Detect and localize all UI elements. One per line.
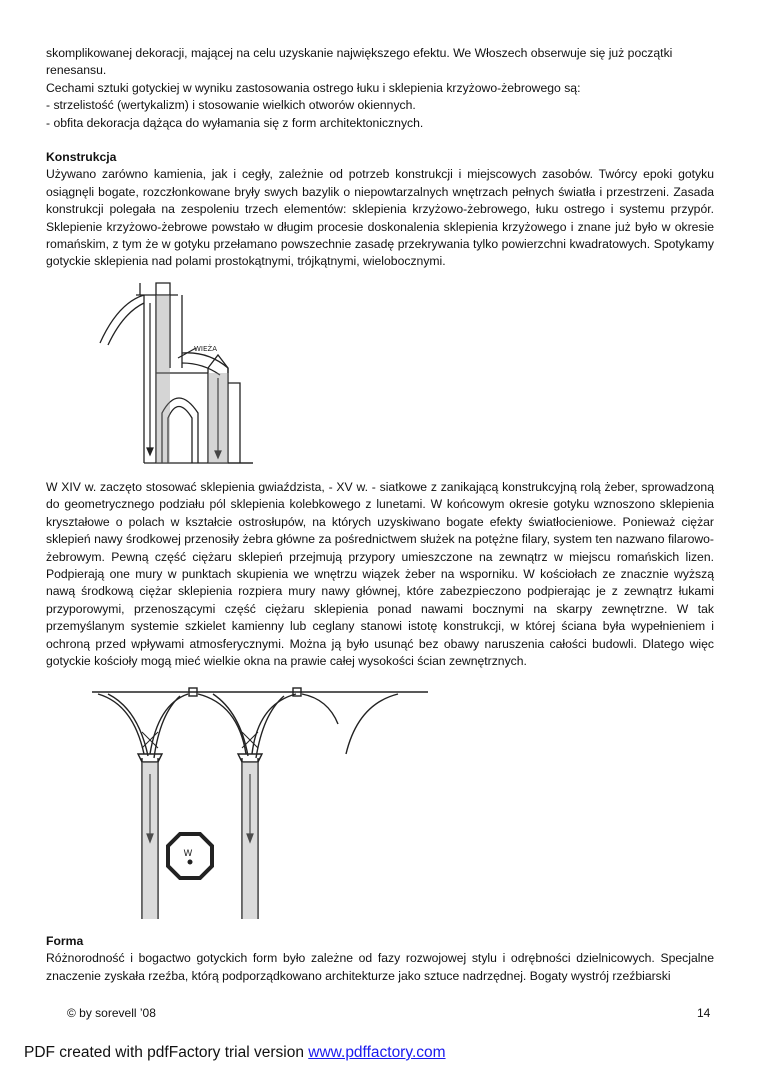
intro-line: - obfita dekoracja dążąca do wyłamania się z form architektonicznych. xyxy=(46,115,424,130)
footer-copyright: © by sorevell ’08 xyxy=(67,1006,156,1020)
pdffactory-link[interactable]: www.pdffactory.com xyxy=(308,1044,446,1061)
intro-line: - strzelistość (wertykalizm) i stosowanie wielkich otworów okiennych. xyxy=(46,98,416,113)
intro-line: Cechami sztuki gotyckiej w wyniku zastosowania ostrego łuku i sklepienia krzyżowo-żebrowego są: xyxy=(46,80,581,95)
intro-line: skomplikowanej dekoracji, mającej na celu uzyskanie największego efektu. We Włoszech obserwuje się już początki xyxy=(46,46,673,60)
figure2-label: W xyxy=(183,849,193,859)
pdf-banner-text: PDF created with pdfFactory trial version xyxy=(24,1044,309,1061)
pdf-banner xyxy=(24,1044,446,1062)
forma-paragraph: Różnorodność i bogactwo gotyckich form było zależne od fazy rozwojowej stylu i odrębności dzielnicowych. Specjalne znaczenie zyskała rzeźba, którą podporządkowano architekturze jako sztuce nadrzędnej. Bogaty wystrój rzeźbiarski xyxy=(46,951,714,983)
forma-section xyxy=(46,933,714,985)
flying-buttress-figure xyxy=(78,273,288,468)
konstrukcja-section xyxy=(46,149,714,271)
section-heading: Forma xyxy=(46,934,84,948)
intro-line: renesansu. xyxy=(46,63,107,78)
konstrukcja-paragraph: Używano zarówno kamienia, jak i cegły, zależnie od potrzeb konstrukcji i miejscowych zasobów. Twórcy epoki gotyku osiągnęli bogate, rozczłonkowane bryły swych bazylik o niepowtarzalnych wnętrzach pełnych światła i przestrzeni. Zasada konstrukcji polegała na zespoleniu trzech elementów: sklepienia krzyżowo-żebrowego, łuku ostrego i systemu przypór. Sklepienie krzyżowo-żebrowe powstało w długim procesie doskonalenia sklepienia krzyżowego i znane już było w okresie romańskim, z tym że w gotyku przełamano powszechnie zasadę przekrywania tylko powierzchni kwadratowych. Spotykamy gotyckie sklepienia nad polami prostokątnymi, trójkątnymi, wielobocznymi. xyxy=(46,167,714,269)
intro-block xyxy=(46,45,714,132)
figure1-label: WIEŻA xyxy=(194,345,217,353)
vault-paragraph: W XIV w. zaczęto stosować sklepienia gwiaździsta, - XV w. - siatkowe z zanikającą konstrukcyjną rolą żeber, sprowadzoną do geometrycznego podziału pól sklepienia kolebkowego z lunetami. W końcowym okresie gotyku wznoszono sklepienia kryształowe o polach w kształcie ostrosłupów, na których uzyskiwano bogate efekty światłocieniowe. Ponieważ ciężar sklepień nawy środkowej przenosiły żebra główne za pośrednictwem służek na potężne filary, system ten nazwano filarowo-żebrowym. Pewną część ciężaru sklepień przejmują przypory umieszczone na zewnątrz w miejscu romańskich lizen. Podpierają one mury w punktach skupienia we wnętrzu wiązek żeber na wsporniku. W kościołach ze znacznie wyższą nawą środkową ciężar sklepienia rozpiera mury nawy głównej, które zabezpieczono podpierając je z zewnątrz łukami przyporowymi, przenoszącymi część ciężaru sklepienia ponad nawami bocznymi na skarpy zewnętrzne. W tak przemyślanym systemie szkielet kamienny lub ceglany stanowi istotę konstrukcji, w której ściana była wypełnieniem i ochroną przed wpływami atmosferycznymi. Można ją było usunąć bez obawy naruszenia całości budowli. Dlatego więc gotyckie kościoły mogą mieć wielkie okna na prawie całej wysokości ścian zewnętrznych. xyxy=(46,480,714,669)
section-heading: Konstrukcja xyxy=(46,150,117,164)
paragraph-2 xyxy=(46,479,714,670)
rib-vault-figure xyxy=(88,684,433,924)
page-number: 14 xyxy=(697,1006,711,1020)
